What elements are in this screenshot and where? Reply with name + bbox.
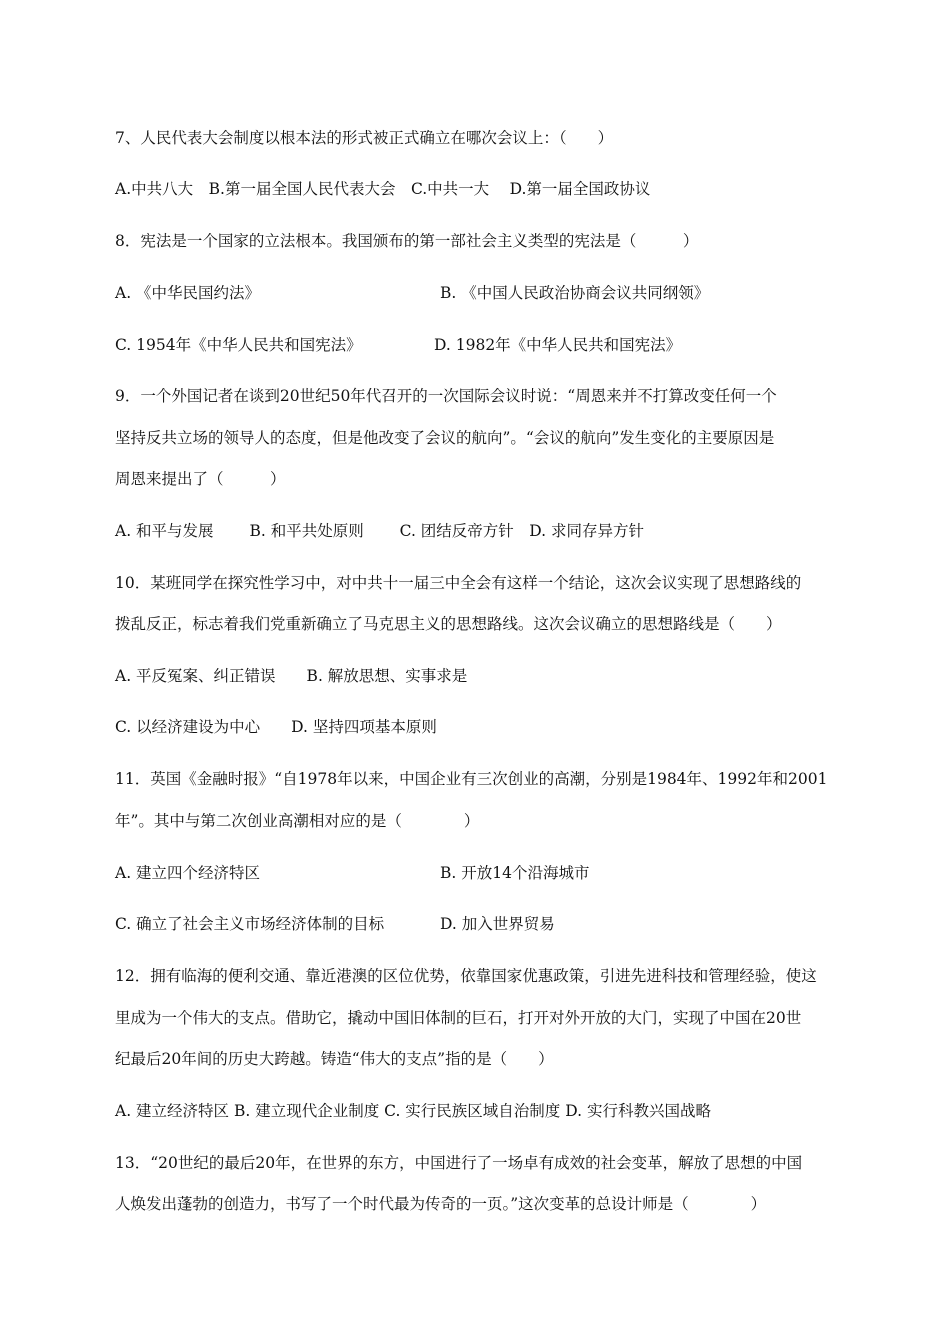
question-11-line-1: 11．英国《金融时报》“自1978年以来，中国企业有三次创业的高潮，分别是1984年、1992年和2001: [115, 770, 828, 788]
question-11-option-a: A. 建立四个经济特区: [115, 864, 261, 882]
question-11-option-b: B. 开放14个沿海城市: [440, 864, 590, 882]
question-11-option-c: C. 确立了社会主义市场经济体制的目标: [115, 915, 385, 933]
question-7-options: A.中共八大 B.第一届全国人民代表大会 C.中共一大 D.第一届全国政协议: [115, 180, 651, 198]
question-8-stem: 8．宪法是一个国家的立法根本。我国颁布的第一部社会主义类型的宪法是（ ）: [115, 232, 699, 250]
question-8-option-d: D. 1982年《中华人民共和国宪法》: [434, 336, 682, 354]
question-10-line-1: 10．某班同学在探究性学习中，对中共十一届三中全会有这样一个结论，这次会议实现了思想路线的: [115, 574, 802, 592]
question-13-line-2: 人焕发出蓬勃的创造力，书写了一个时代最为传奇的一页。”这次变革的总设计师是（ ）: [115, 1195, 767, 1213]
question-7-stem: 7、人民代表大会制度以根本法的形式被正式确立在哪次会议上：（ ）: [115, 129, 614, 147]
question-10-options-cd: C. 以经济建设为中心 D. 坚持四项基本原则: [115, 718, 437, 736]
question-10-line-2: 拨乱反正，标志着我们党重新确立了马克思主义的思想路线。这次会议确立的思想路线是（ ）: [115, 615, 782, 633]
question-8-option-b: B. 《中国人民政治协商会议共同纲领》: [440, 284, 710, 302]
question-10-options-ab: A. 平反冤案、纠正错误 B. 解放思想、实事求是: [115, 667, 468, 685]
question-12-line-2: 里成为一个伟大的支点。借助它，撬动中国旧体制的巨石，打开对外开放的大门，实现了中国在20世: [115, 1009, 802, 1027]
question-12-line-1: 12．拥有临海的便利交通、靠近港澳的区位优势，依靠国家优惠政策，引进先进科技和管理经验，使这: [115, 967, 817, 985]
question-8-option-c: C. 1954年《中华人民共和国宪法》: [115, 336, 362, 354]
question-12-line-3: 纪最后20年间的历史大跨越。铸造“伟大的支点”指的是（ ）: [115, 1050, 554, 1068]
question-13-line-1: 13．“20世纪的最后20年，在世界的东方，中国进行了一场卓有成效的社会变革，解放了思想的中国: [115, 1154, 803, 1172]
question-8-option-a: A. 《中华民国约法》: [115, 284, 261, 302]
question-9-line-3: 周恩来提出了（ ）: [115, 470, 286, 488]
question-11-option-d: D. 加入世界贸易: [440, 915, 555, 933]
question-9-options: A. 和平与发展 B. 和平共处原则 C. 团结反帝方针 D. 求同存异方针: [115, 522, 645, 540]
question-11-line-2: 年”。其中与第二次创业高潮相对应的是（ ）: [115, 812, 480, 830]
question-9-line-1: 9．一个外国记者在谈到20世纪50年代召开的一次国际会议时说：“周恩来并不打算改变任何一个: [115, 387, 777, 405]
question-12-options: A. 建立经济特区 B. 建立现代企业制度 C. 实行民族区域自治制度 D. 实行科教兴国战略: [115, 1102, 711, 1120]
question-9-line-2: 坚持反共立场的领导人的态度，但是他改变了会议的航向”。“会议的航向”发生变化的主要原因是: [115, 429, 775, 447]
